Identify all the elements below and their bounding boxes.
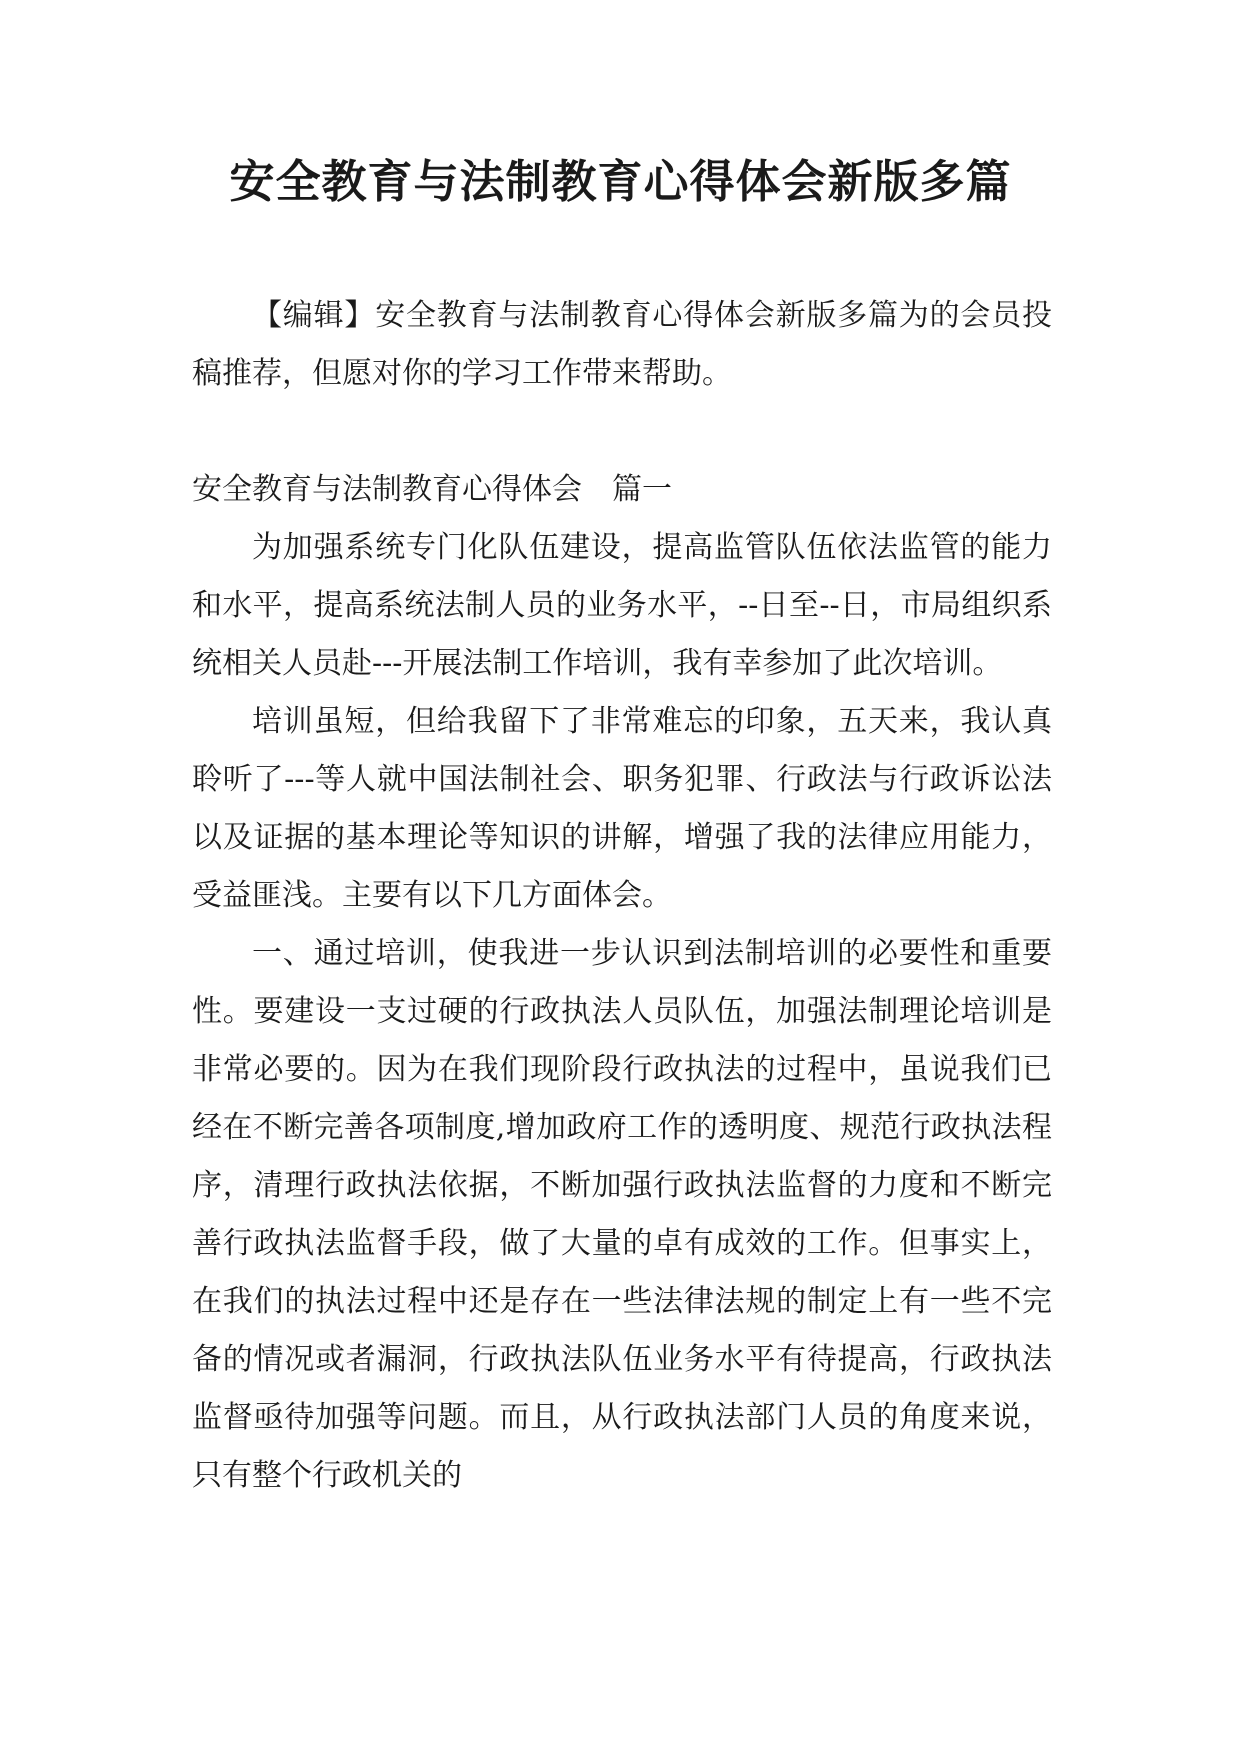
section-heading bbox=[192, 461, 1052, 519]
section-heading-part: 篇一 bbox=[612, 472, 672, 507]
body-paragraph-2: 培训虽短，但给我留下了非常难忘的印象，五天来，我认真聆听了---等人就中国法制社会、职务犯罪、行政法与行政诉讼法以及证据的基本理论等知识的讲解，增强了我的法律应用能力，受益匪浅。主要有以下几方面体会。 bbox=[192, 704, 1052, 913]
section-heading-name: 安全教育与法制教育心得体会 bbox=[192, 472, 582, 507]
body-paragraph-1: 为加强系统专门化队伍建设，提高监管队伍依法监管的能力和水平，提高系统法制人员的业务水平，--日至--日，市局组织系统相关人员赴---开展法制工作培训，我有幸参加了此次培训。 bbox=[192, 530, 1052, 681]
body-paragraph-3: 一、通过培训，使我进一步认识到法制培训的必要性和重要性。要建设一支过硬的行政执法人员队伍，加强法制理论培训是非常必要的。因为在我们现阶段行政执法的过程中，虽说我们已经在不断完善各项制度,增加政府工作的透明度、规范行政执法程序，清理行政执法依据，不断加强行政执法监督的力度和不断完善行政执法监督手段，做了大量的卓有成效的工作。但事实上，在我们的执法过程中还是存在一些法律法规的制定上有一些不完备的情况或者漏洞，行政执法队伍业务水平有待提高，行政执法监督亟待加强等问题。而且，从行政执法部门人员的角度来说，只有整个行政机关的 bbox=[192, 936, 1052, 1493]
intro-paragraph: 【编辑】安全教育与法制教育心得体会新版多篇为的会员投稿推荐，但愿对你的学习工作带来帮助。 bbox=[192, 298, 1052, 391]
document-title: 安全教育与法制教育心得体会新版多篇 bbox=[229, 155, 1012, 208]
document-body bbox=[192, 287, 1052, 1505]
